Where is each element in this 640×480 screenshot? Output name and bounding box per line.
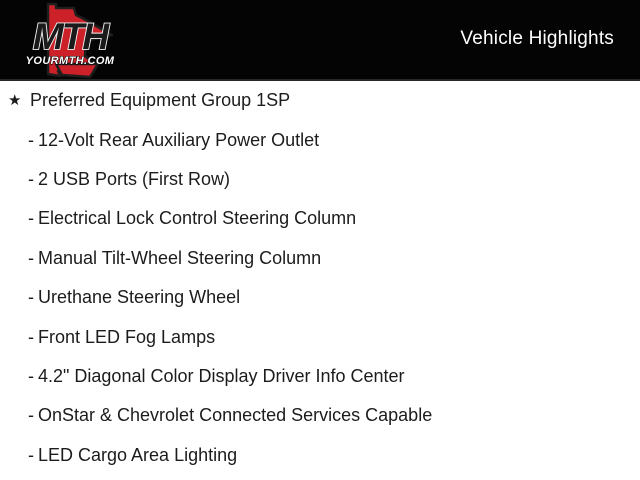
list-item-label: LED Cargo Area Lighting bbox=[38, 444, 238, 465]
dash-bullet: - bbox=[28, 168, 34, 189]
list-item-label: 2 USB Ports (First Row) bbox=[38, 168, 231, 189]
list-item-label: 12-Volt Rear Auxiliary Power Outlet bbox=[38, 129, 320, 150]
list-item bbox=[0, 317, 640, 356]
dash-bullet: - bbox=[28, 326, 34, 347]
dash-bullet: - bbox=[28, 247, 34, 268]
page-title: Vehicle Highlights bbox=[460, 28, 614, 49]
list-item bbox=[0, 278, 640, 317]
list-item bbox=[0, 199, 640, 238]
list-item bbox=[0, 239, 640, 278]
feature-list bbox=[0, 81, 640, 475]
list-item bbox=[0, 120, 640, 159]
star-bullet-icon: ★ bbox=[8, 92, 22, 110]
list-item bbox=[0, 436, 640, 475]
list-item-label: Front LED Fog Lamps bbox=[38, 326, 216, 347]
dash-bullet: - bbox=[28, 365, 34, 386]
list-item-label: OnStar & Chevrolet Connected Services Capable bbox=[38, 405, 433, 426]
header-bar bbox=[0, 0, 640, 81]
dash-bullet: - bbox=[28, 287, 34, 308]
logo-domain-text: YOURMTH.COM bbox=[25, 55, 115, 67]
dash-bullet: - bbox=[28, 444, 34, 465]
list-item-label: Urethane Steering Wheel bbox=[38, 287, 241, 308]
list-item-label: Manual Tilt-Wheel Steering Column bbox=[38, 247, 322, 268]
list-item bbox=[0, 396, 640, 435]
list-item-label: 4.2" Diagonal Color Display Driver Info Center bbox=[38, 365, 405, 386]
logo-brand-text: MTH bbox=[32, 16, 108, 57]
list-item bbox=[0, 357, 640, 396]
list-item-label: Preferred Equipment Group 1SP bbox=[30, 90, 291, 111]
dash-bullet: - bbox=[28, 405, 34, 426]
mth-dealership-logo bbox=[20, 2, 120, 79]
minnesota-state-logo-icon bbox=[20, 2, 120, 79]
list-item bbox=[0, 160, 640, 199]
dash-bullet: - bbox=[28, 129, 34, 150]
list-item bbox=[0, 81, 640, 120]
dash-bullet: - bbox=[28, 208, 34, 229]
list-item-label: Electrical Lock Control Steering Column bbox=[38, 208, 357, 229]
